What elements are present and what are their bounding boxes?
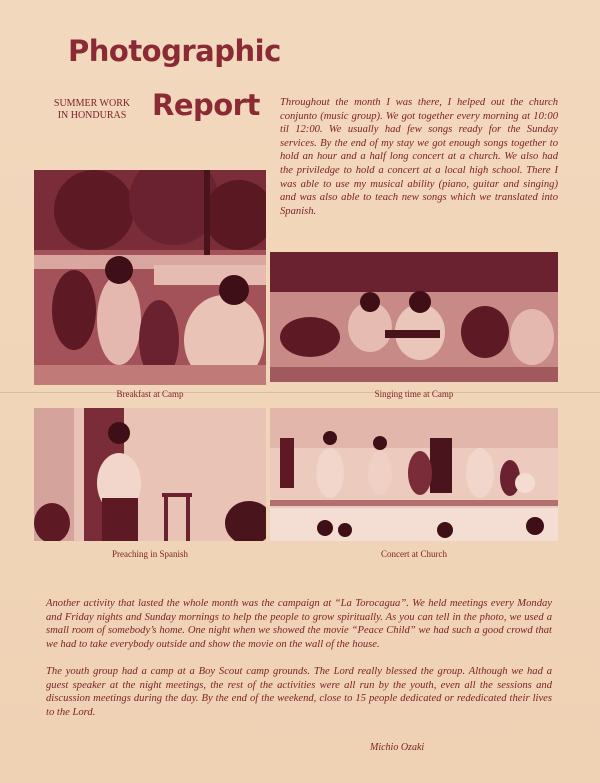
subhead	[42, 98, 142, 122]
photo-preaching-in-spanish	[34, 408, 266, 541]
title-line-photographic: Photographic	[68, 34, 281, 68]
subhead-line-2: IN HONDURAS	[57, 110, 127, 121]
intro-paragraph: Throughout the month I was there, I helped out the church conjunto (music group). We got together every morning at 10:00 til 12:00. We usually had few songs ready for the Sunday services. By the end of my stay we got enough songs together to hold an hour and a half long concert at a church. We also had the priviledge to hold a concert at a local high school. There I was able to use my musical ability (piano, guitar and singing) and was also able to teach new songs which we translated into Spanish.	[280, 97, 558, 217]
caption-preaching-in-spanish: Preaching in Spanish	[112, 549, 188, 559]
author-signature: Michio Ozaki	[370, 742, 425, 753]
caption-breakfast-at-camp: Breakfast at Camp	[116, 389, 184, 399]
body-paragraph-2: The youth group had a camp at a Boy Scout camp grounds. The Lord really blessed the group. Although we had a guest speaker at the night meetings, the rest of the activities were all run by the youth, even all the sessions and discussion meetings during the day. By the end of the weekend, close to 15 people dedicated or rededicated their lives to the Lord.	[46, 666, 552, 718]
photo-singing-time-at-camp	[270, 252, 558, 382]
body-paragraph-1: Another activity that lasted the whole month was the campaign at “La Torocagua”. We held meetings every Monday and Friday nights and Sunday mornings to help the people to grow spiritually. As you can tell in the photo, we used a small room of somebody’s home. One night when we showed the movie “Peace Child” we had such a good crowd that we had to take everybody outside and show the movie on the wall of the house.	[46, 598, 552, 650]
caption-concert-at-church: Concert at Church	[381, 549, 447, 559]
caption-singing-time-at-camp: Singing time at Camp	[374, 389, 454, 399]
photo-breakfast-at-camp	[34, 170, 266, 385]
photo-concert-at-church	[270, 408, 558, 541]
subhead-line-1: SUMMER WORK	[53, 98, 131, 109]
title-line-report: Report	[152, 88, 260, 122]
